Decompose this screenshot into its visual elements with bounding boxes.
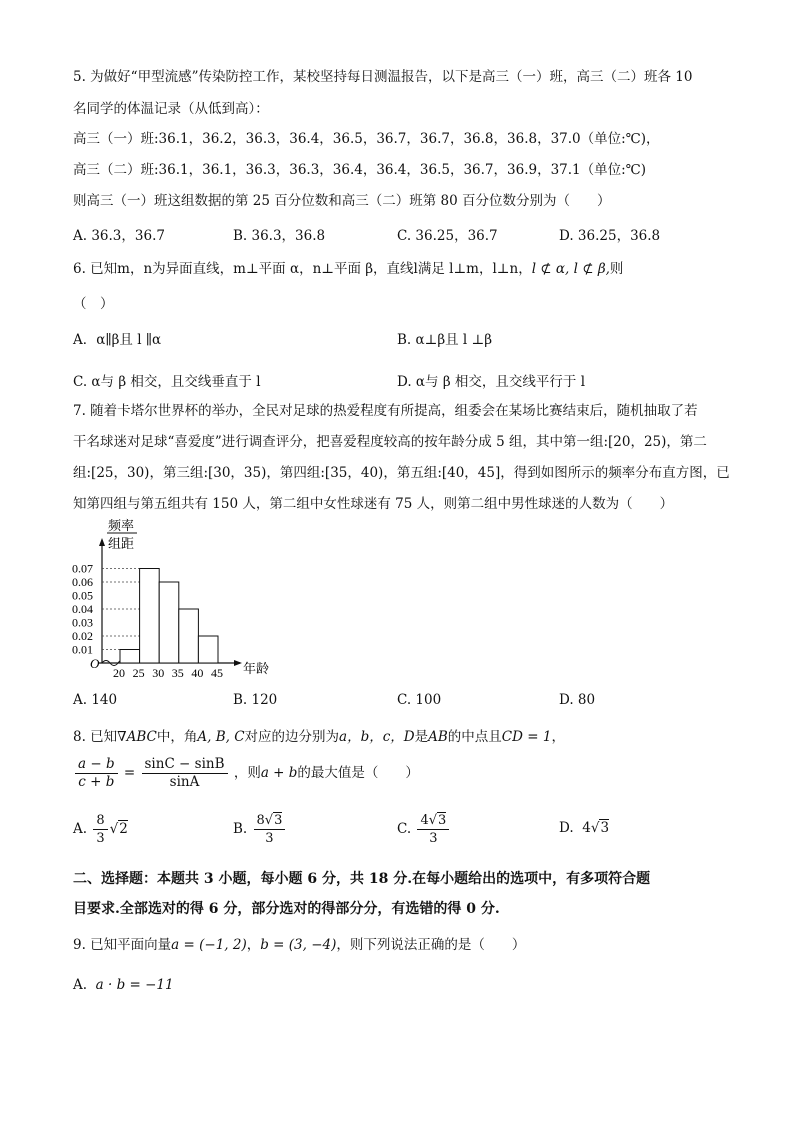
- q8-text-d: 是: [414, 729, 429, 745]
- q7-stem-line4: 知第四组与第五组共有 150 人，第二组中女性球迷有 75 人，则第二组中男性球迷的人数为（ ）: [73, 496, 674, 512]
- y-tick-label: 0.02: [72, 629, 93, 643]
- x-tick-label: 25: [132, 666, 145, 680]
- q8-frac2-num: sinC − sinB: [142, 756, 228, 774]
- q9-text-b: ，则下列说法正确的是（ ）: [336, 937, 526, 953]
- x-tick-label: 20: [113, 666, 125, 680]
- q8-opt-c-label: C.: [397, 821, 412, 837]
- q8-opt-b-den: 3: [265, 831, 274, 846]
- q8-stem-line2: [73, 756, 419, 791]
- q7-option-c: C. 100: [397, 692, 442, 708]
- y-tick-label: 0.06: [72, 575, 93, 589]
- x-tick-label: 30: [152, 666, 165, 680]
- origin-label: O: [90, 656, 100, 671]
- q8-point: D: [403, 729, 415, 745]
- q8-expression: a + b: [260, 765, 298, 781]
- q8-option-b: [233, 812, 287, 847]
- q9-option-a: [73, 977, 174, 993]
- q6-option-c: C. α与 β 相交，且交线垂直于 l: [73, 374, 261, 390]
- x-axis-arrow: [234, 660, 242, 666]
- section2-heading-line1: 二、选择题：本题共 3 小题，每小题 6 分，共 18 分.在每小题给出的选项中，有多项符合题: [73, 871, 651, 887]
- y-tick-label: 0.03: [72, 615, 93, 630]
- q8-opt-d-coef: 4: [582, 820, 591, 836]
- q8-fraction-rhs: [142, 756, 228, 791]
- q8-frac1-num: a − b: [75, 756, 118, 774]
- x-tick-label: 45: [211, 666, 223, 680]
- q7-option-d: D. 80: [559, 692, 596, 708]
- q8-equals: =: [123, 765, 136, 781]
- q6-stem-math: l ⊄ α, l ⊄ β,: [531, 261, 610, 277]
- q8-opt-d-radicand: 3: [600, 820, 610, 836]
- q8-opt-c-radicand: 3: [438, 813, 447, 828]
- q8-condition: CD = 1: [501, 729, 552, 745]
- q8-sides: a，b，c，: [339, 729, 404, 745]
- y-axis-arrow: [99, 538, 105, 546]
- q8-triangle: ∇ABC: [117, 729, 157, 745]
- q8-opt-a-frac: [93, 812, 107, 847]
- q8-text-g: ，则: [233, 765, 261, 781]
- q5-stem-line2: 名同学的体温记录（从低到高）：: [73, 101, 269, 117]
- q8-opt-a-den: 3: [96, 831, 105, 846]
- q6-option-d: D. α与 β 相交，且交线平行于 l: [397, 374, 586, 390]
- q8-opt-a-sqrt-sign: √: [109, 821, 119, 837]
- q8-frac2-den: sinA: [169, 774, 200, 790]
- q8-opt-a-label: A.: [73, 821, 88, 837]
- q9-vector-a: a = (−1, 2): [171, 937, 247, 953]
- q8-option-c: [397, 812, 451, 847]
- q8-segment: AB: [428, 729, 448, 745]
- q8-opt-c-den: 3: [429, 831, 438, 846]
- histogram-bar: [140, 569, 160, 664]
- q8-text-h: 的最大值是（ ）: [297, 765, 419, 781]
- q6-stem-text: 6. 已知m，n为异面直线，m⊥平面 α，n⊥平面 β，直线l满足 l⊥m，l⊥n，: [73, 261, 532, 277]
- x-tick-label: 35: [171, 666, 184, 680]
- y-tick-label: 0.07: [72, 561, 93, 576]
- q8-text-a: 8. 已知: [73, 729, 118, 745]
- q8-opt-c-coef: 4: [420, 813, 429, 828]
- frequency-histogram: [70, 518, 270, 683]
- q8-frac1-den: c + b: [78, 774, 115, 790]
- q6-answer-paren: （ ）: [73, 296, 114, 312]
- y-label-top: 频率: [108, 518, 135, 533]
- q8-text-b: 中，角: [156, 729, 198, 745]
- y-label-bottom: 组距: [108, 536, 135, 551]
- q7-option-b: B. 120: [233, 692, 278, 708]
- q7-option-a: A. 140: [73, 692, 118, 708]
- q8-text-c: 对应的边分别为: [244, 729, 340, 745]
- q8-opt-b-frac: $\frac{8√3}{3}$: [254, 812, 286, 847]
- q8-opt-b-radicand: 3: [274, 813, 283, 828]
- q5-option-b: B. 36.3，36.8: [233, 228, 326, 244]
- histogram-bar: [179, 609, 199, 663]
- q9-opt-a-label: A.: [73, 977, 88, 993]
- q8-angles: A, B, C: [197, 729, 245, 745]
- q6-stem-end: 则: [609, 261, 624, 277]
- q5-data-class2: 高三（二）班:36.1，36.1，36.3，36.3，36.4，36.4，36.5，36.7，36.9，37.1（单位:℃): [73, 162, 647, 178]
- q9-opt-a-expr: a · b = −11: [95, 977, 174, 993]
- q5-data-class1: 高三（一）班:36.1，36.2，36.3，36.4，36.5，36.7，36.7，36.8，36.8，37.0（单位:℃)，: [73, 131, 660, 147]
- q9-text-a: 9. 已知平面向量: [73, 937, 172, 953]
- q7-stem-line1: 7. 随着卡塔尔世界杯的举办，全民对足球的热爱程度有所提高，组委会在某场比赛结束后，随机抽取了若: [73, 403, 698, 419]
- q6-stem-line1: [73, 260, 623, 278]
- histogram-bar: [198, 636, 218, 663]
- q8-opt-c-frac: $\frac{4√3}{3}$: [417, 812, 449, 847]
- q8-text-e: 的中点且: [447, 729, 502, 745]
- q9-vector-b: b = (3, −4): [260, 937, 337, 953]
- q8-option-d: D. 4√3: [559, 820, 610, 836]
- x-label: 年龄: [243, 661, 270, 676]
- q7-stem-line3: 组:[25，30)，第三组:[30，35)，第四组:[35，40)，第五组:[40，45]，得到如图所示的频率分布直方图，已: [73, 465, 730, 481]
- y-tick-label: 0.05: [72, 588, 93, 603]
- q5-option-a: A. 36.3，36.7: [73, 228, 165, 244]
- section2-heading-line2: 目要求.全部选对的得 6 分，部分选对的得部分分，有选错的得 0 分.: [73, 901, 500, 917]
- q8-opt-d-label: D.: [559, 820, 574, 836]
- q9-stem: [73, 936, 525, 954]
- q8-opt-b-label: B.: [233, 821, 248, 837]
- x-tick-label: 40: [191, 666, 204, 680]
- q8-opt-a-num: 8: [93, 812, 107, 830]
- q5-option-c: C. 36.25，36.7: [397, 228, 498, 244]
- q5-question: 则高三（一）班这组数据的第 25 百分位数和高三（二）班第 80 百分位数分别为（ ）: [73, 193, 611, 209]
- q9-sep: ，: [246, 937, 261, 953]
- q8-fraction-lhs: [75, 756, 118, 791]
- q8-opt-b-coef: 8: [256, 813, 265, 828]
- q8-stem-line1: [73, 728, 565, 746]
- q6-option-a: A．α∥β且 l ∥α: [73, 332, 162, 348]
- q8-option-a: [73, 812, 128, 847]
- q5-stem-line1: 5. 为做好“甲型流感”传染防控工作，某校坚持每日测温报告，以下是高三（一）班，高三（二）班各 10: [73, 69, 693, 85]
- q6-option-b: B. α⊥β且 l ⊥β: [397, 332, 493, 348]
- y-tick-label: 0.04: [72, 602, 93, 616]
- q8-opt-a-radicand: 2: [119, 821, 128, 837]
- q8-text-f: ，: [551, 729, 565, 745]
- q7-stem-line2: 干名球迷对足球“喜爱度”进行调查评分，把喜爱程度较高的按年龄分成 5 组，其中第一组:[20，25)，第二: [73, 434, 707, 450]
- y-tick-label: 0.01: [72, 642, 93, 657]
- histogram-bar: [120, 650, 140, 664]
- q5-option-d: D. 36.25，36.8: [559, 228, 661, 244]
- histogram-bar: [159, 582, 179, 663]
